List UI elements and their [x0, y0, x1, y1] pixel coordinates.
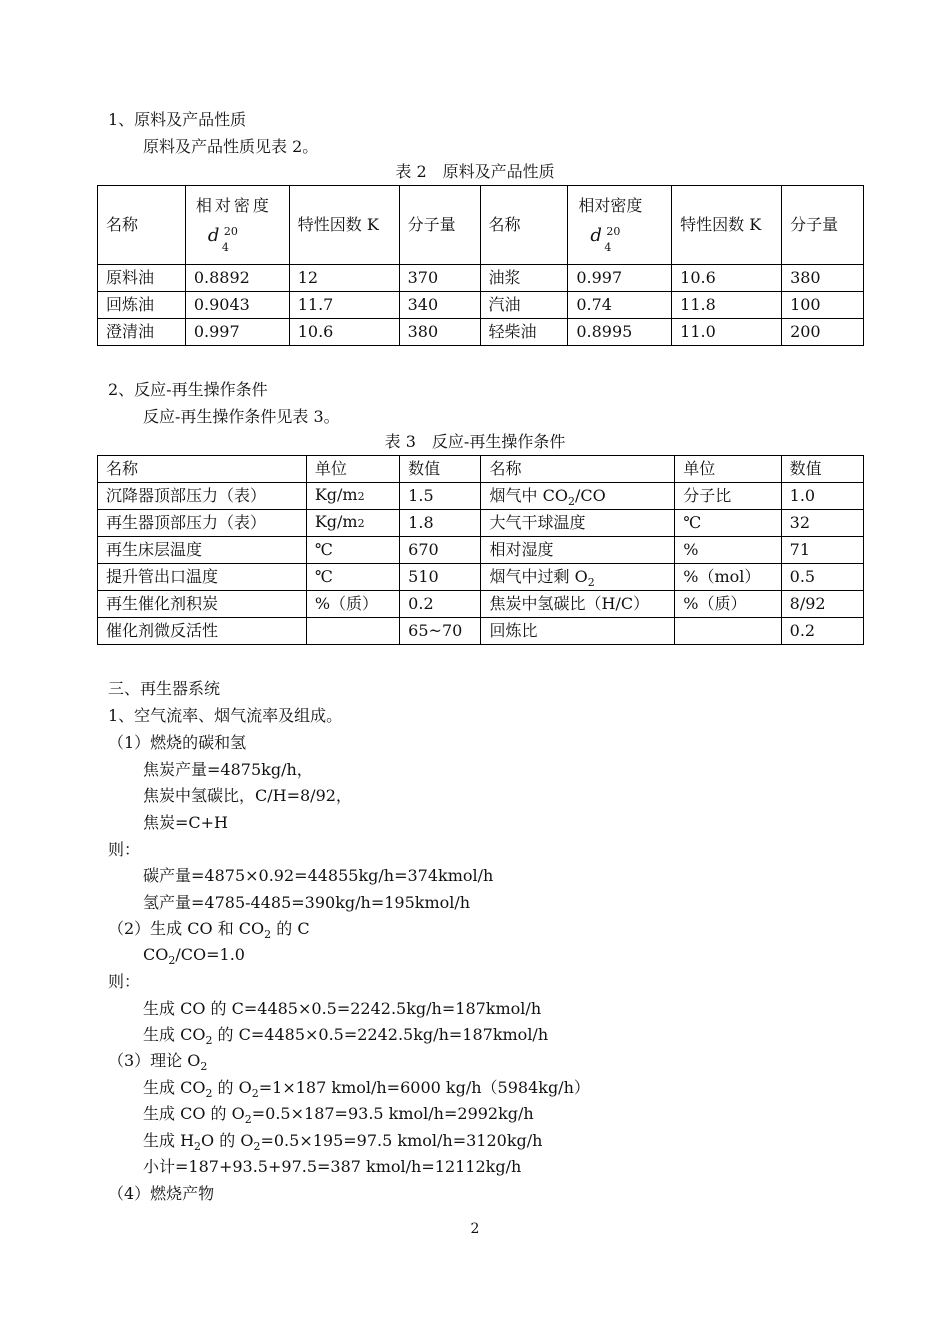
cell	[306, 618, 399, 645]
cell-sub: 2	[587, 576, 595, 589]
cell: 0.2	[400, 591, 481, 618]
cell: 32	[781, 510, 863, 537]
table-3-caption: 表 3 反应-再生操作条件	[384, 432, 566, 451]
cell: 0.997	[185, 319, 289, 346]
cell: 0.9043	[185, 292, 289, 319]
table-2-header-row	[98, 186, 864, 265]
cell	[481, 483, 675, 510]
cell: 65~70	[400, 618, 481, 645]
cell: 1.8	[400, 510, 481, 537]
cell: 670	[400, 537, 481, 564]
cell: ℃	[306, 564, 399, 591]
unit-sub: 2	[357, 490, 365, 503]
cell: 340	[399, 292, 480, 319]
cell: 10.6	[289, 319, 399, 346]
cell: %	[675, 537, 781, 564]
unit-text: Kg/m	[314, 512, 358, 531]
cell: %（质）	[675, 591, 781, 618]
unit-sub: 2	[357, 517, 365, 530]
section-1-intro: 原料及产品性质见表 2。	[143, 137, 319, 156]
page-number: 2	[470, 1221, 480, 1237]
table-row	[98, 483, 864, 510]
cell: 370	[399, 265, 480, 292]
table-row	[98, 618, 864, 645]
cell: %（mol）	[675, 564, 781, 591]
table-3	[97, 455, 864, 645]
header-cell: 单位	[675, 456, 781, 483]
header-cell: 名称	[481, 456, 675, 483]
cell: 0.74	[568, 292, 672, 319]
cell: 汽油	[480, 292, 568, 319]
cell	[306, 510, 399, 537]
subtotal-line: 小计=187+93.5+97.5=387 kmol/h=12112kg/h	[143, 1157, 522, 1176]
section-3-heading: 三、再生器系统	[108, 679, 221, 698]
cell: 催化剂微反活性	[98, 618, 307, 645]
header-k: 特性因数 K	[289, 186, 399, 265]
table-row	[98, 564, 864, 591]
cell: 380	[399, 319, 480, 346]
header-cell: 名称	[98, 456, 307, 483]
cell: 相对湿度	[481, 537, 675, 564]
cell: 原料油	[98, 265, 186, 292]
subsection-1-heading: 1、空气流率、烟气流率及组成。	[108, 706, 343, 725]
coke-equation-line: 焦炭=C+H	[143, 813, 229, 832]
unit-text: Kg/m	[314, 485, 358, 504]
item-4-heading: （4）燃烧产物	[108, 1184, 215, 1203]
hc-ratio-line: 焦炭中氢碳比，C/H=8/92，	[143, 786, 352, 805]
cell: 大气干球温度	[481, 510, 675, 537]
cell: 0.997	[568, 265, 672, 292]
item-1-heading: （1）燃烧的碳和氢	[108, 733, 247, 752]
table-row	[98, 537, 864, 564]
cell: 再生器顶部压力（表）	[98, 510, 307, 537]
cell: 回炼比	[481, 618, 675, 645]
section-2-heading: 2、反应-再生操作条件	[108, 380, 268, 399]
cell: 10.6	[672, 265, 782, 292]
table-row	[98, 591, 864, 618]
co2-carbon-line: 生成 $CO_2$ 的 C=4485×0.5=2242.5kg/h=187kmol/h	[143, 1025, 549, 1047]
cell	[481, 564, 675, 591]
header-density-label: 相对密度	[195, 195, 272, 215]
table-2-caption: 表 2 原料及产品性质	[395, 162, 555, 181]
cell: ℃	[675, 510, 781, 537]
o2-for-co2-line: 生成 $CO_2$ 的 $O_2=1\times 187$ kmol/h=6000 kg/h（5984kg/h）	[143, 1078, 590, 1100]
cell: 71	[781, 537, 863, 564]
co-carbon-line: 生成 CO 的 C=4485×0.5=2242.5kg/h=187kmol/h	[143, 999, 542, 1018]
table-2	[97, 185, 864, 346]
cell: 380	[782, 265, 864, 292]
cell-sub: 2	[567, 495, 575, 508]
header-density	[185, 186, 289, 265]
table-row	[98, 319, 864, 346]
cell: 12	[289, 265, 399, 292]
table-row	[98, 265, 864, 292]
header-mw: 分子量	[399, 186, 480, 265]
cell-tail: /CO	[574, 486, 606, 505]
cell: 11.8	[672, 292, 782, 319]
o2-for-h2o-line: 生成 $H_2O$ 的 $O_2=0.5\times 195=97.5$ kmol/h=3120kg/h	[143, 1131, 543, 1153]
coke-yield-line: 焦炭产量=4875kg/h，	[143, 760, 313, 779]
density-symbol-2: d 20 4	[590, 224, 621, 254]
cell: 提升管出口温度	[98, 564, 307, 591]
cell	[675, 618, 781, 645]
cell: 1.5	[400, 483, 481, 510]
cell: 沉降器顶部压力（表）	[98, 483, 307, 510]
hydrogen-yield-line: 氢产量=4785-4485=390kg/h=195kmol/h	[143, 893, 471, 912]
table-row	[98, 510, 864, 537]
cell: 澄清油	[98, 319, 186, 346]
cell: ℃	[306, 537, 399, 564]
header-cell: 数值	[400, 456, 481, 483]
section-2-intro: 反应-再生操作条件见表 3。	[143, 407, 340, 426]
header-cell: 数值	[781, 456, 863, 483]
cell: 再生催化剂积炭	[98, 591, 307, 618]
then-label-1: 则：	[108, 840, 141, 859]
cell: 分子比	[675, 483, 781, 510]
header-name-2: 名称	[480, 186, 568, 265]
cell: 0.8995	[568, 319, 672, 346]
cell: 0.8892	[185, 265, 289, 292]
item-3-heading: （3）理论 $O_2$	[108, 1051, 208, 1073]
cell: 8/92	[781, 591, 863, 618]
carbon-yield-line: 碳产量=4875×0.92=44855kg/h=374kmol/h	[143, 866, 494, 885]
header-density-2	[568, 186, 672, 265]
cell: 0.5	[781, 564, 863, 591]
cell: 510	[400, 564, 481, 591]
table-row	[98, 292, 864, 319]
cell: 轻柴油	[480, 319, 568, 346]
table-3-header-row	[98, 456, 864, 483]
section-1-heading: 1、原料及产品性质	[108, 110, 247, 129]
cell: 100	[782, 292, 864, 319]
cell: 11.0	[672, 319, 782, 346]
header-density-label-2: 相对密度	[578, 195, 643, 215]
header-mw-2: 分子量	[782, 186, 864, 265]
then-label-2: 则：	[108, 972, 141, 991]
cell	[306, 483, 399, 510]
cell-text: 烟气中过剩 O	[489, 567, 588, 586]
cell: 0.2	[781, 618, 863, 645]
item-2-heading: （2）生成 CO 和 $CO_2$ 的 C	[108, 919, 310, 941]
co2-co-ratio-line: $CO_2/CO=1.0$	[143, 945, 245, 967]
density-symbol: d 20 4	[207, 224, 238, 254]
cell: 200	[782, 319, 864, 346]
cell: 焦炭中氢碳比（H/C）	[481, 591, 675, 618]
header-k-2: 特性因数 K	[672, 186, 782, 265]
cell: %（质）	[306, 591, 399, 618]
cell: 再生床层温度	[98, 537, 307, 564]
o2-for-co-line: 生成 CO 的 $O_2=0.5\times 187=93.5$ kmol/h=2992kg/h	[143, 1104, 534, 1126]
cell: 回炼油	[98, 292, 186, 319]
cell: 油浆	[480, 265, 568, 292]
cell: 11.7	[289, 292, 399, 319]
header-name: 名称	[98, 186, 186, 265]
header-cell: 单位	[306, 456, 399, 483]
cell: 1.0	[781, 483, 863, 510]
cell-text: 烟气中 CO	[489, 486, 568, 505]
